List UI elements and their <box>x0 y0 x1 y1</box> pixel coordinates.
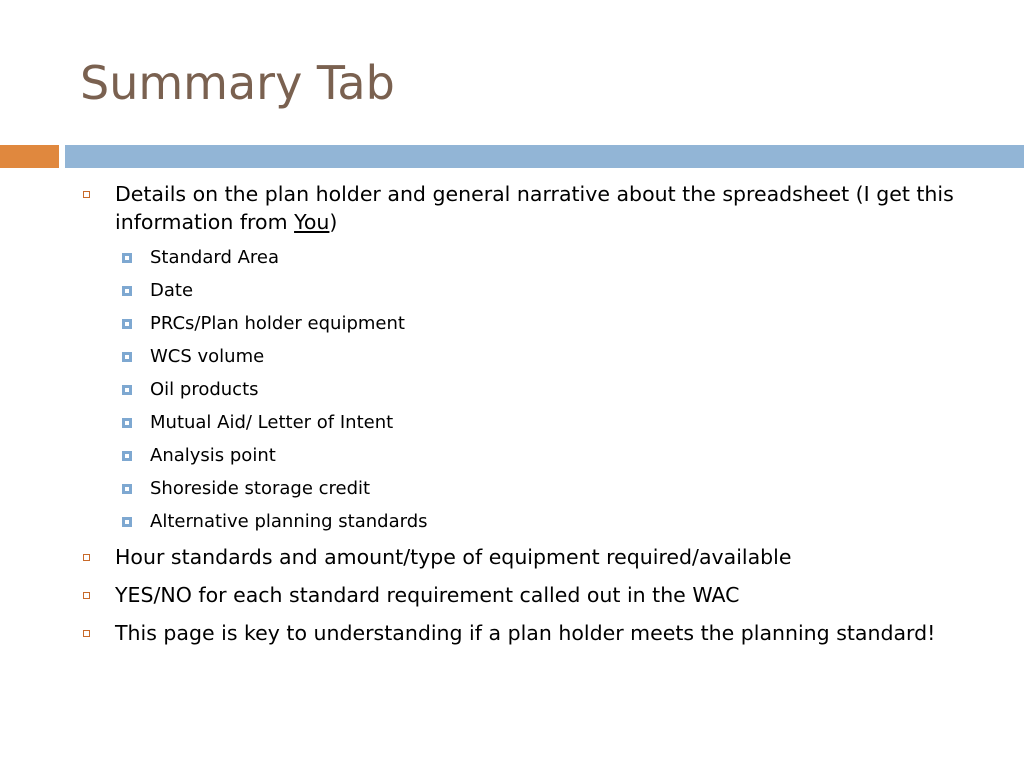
square-bullet-icon <box>83 554 90 561</box>
underlined-you: You <box>294 210 330 234</box>
sub-bullet-item: Oil products <box>115 378 960 402</box>
square-bullet-icon <box>83 191 90 198</box>
bullet-text-details: Details on the plan holder and general narrative about the spreadsheet (I get this information from You) <box>115 182 954 234</box>
bullet-list <box>80 180 960 657</box>
sub-bullet-item: Alternative planning standards <box>115 510 960 534</box>
sub-bullet-item: WCS volume <box>115 345 960 369</box>
bullet-item-yes-no: YES/NO for each standard requirement called out in the WAC <box>80 581 960 609</box>
accent-bar <box>0 145 59 168</box>
filled-square-bullet-icon <box>122 385 132 395</box>
bullet-item-details <box>80 180 960 236</box>
sub-bullet-item: Standard Area <box>115 246 960 270</box>
filled-square-bullet-icon <box>122 352 132 362</box>
sub-bullet-item: Mutual Aid/ Letter of Intent <box>115 411 960 435</box>
filled-square-bullet-icon <box>122 517 132 527</box>
sub-bullet-item: Analysis point <box>115 444 960 468</box>
header-divider-bar <box>65 145 1024 168</box>
filled-square-bullet-icon <box>122 286 132 296</box>
bullet-item-key-page: This page is key to understanding if a plan holder meets the planning standard! <box>80 619 960 647</box>
square-bullet-icon <box>83 630 90 637</box>
filled-square-bullet-icon <box>122 484 132 494</box>
filled-square-bullet-icon <box>122 319 132 329</box>
sub-bullet-item: PRCs/Plan holder equipment <box>115 312 960 336</box>
sub-bullet-item: Shoreside storage credit <box>115 477 960 501</box>
filled-square-bullet-icon <box>122 418 132 428</box>
filled-square-bullet-icon <box>122 253 132 263</box>
square-bullet-icon <box>83 592 90 599</box>
sub-bullet-list <box>80 246 960 534</box>
bullet-item-hour-standards: Hour standards and amount/type of equipment required/available <box>80 543 960 571</box>
sub-bullet-item: Date <box>115 279 960 303</box>
filled-square-bullet-icon <box>122 451 132 461</box>
slide-title: Summary Tab <box>80 56 395 110</box>
